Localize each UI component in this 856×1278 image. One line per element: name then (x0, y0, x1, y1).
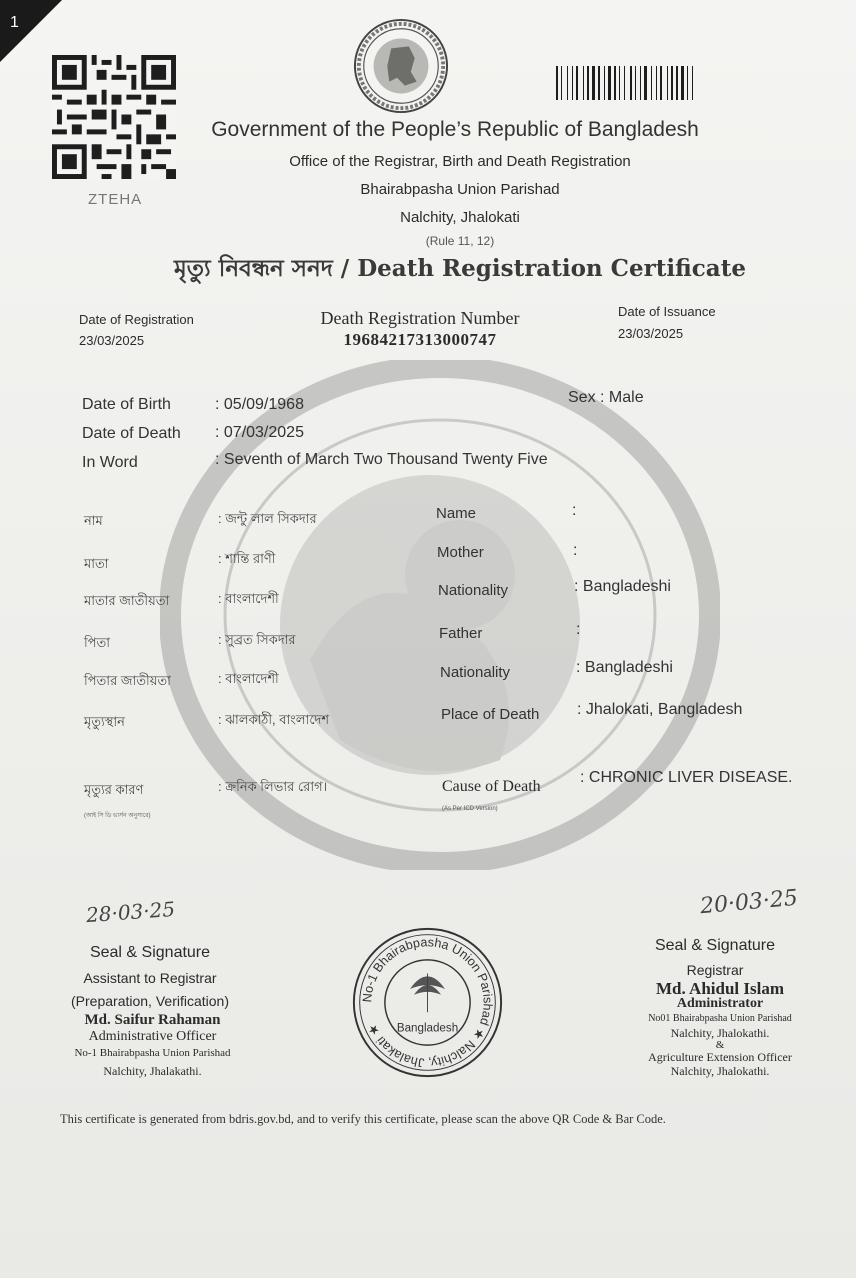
right-stamp-extra-title: Agriculture Extension Officer (648, 1050, 792, 1064)
barcode-bar (667, 66, 668, 100)
barcode-bar (687, 66, 688, 100)
right-stamp-office: No01 Bhairabpasha Union Parishad (648, 1013, 792, 1024)
barcode-bar (640, 66, 641, 100)
mother-bn-label: মাতা (84, 556, 109, 571)
certificate-title: মৃত্যু নিবন্ধন সনদ / Death Registration Certificate (174, 255, 746, 282)
left-role: Assistant to Registrar (83, 970, 217, 986)
right-role: Registrar (686, 962, 744, 978)
name-bn-label: নাম (84, 513, 103, 528)
government-emblem-icon (352, 17, 450, 115)
page-number: 1 (10, 14, 19, 31)
barcode-bar (635, 66, 636, 100)
place-of-death-bn-label: মৃত্যুস্থান (84, 714, 125, 729)
registration-number-label: Death Registration Number (320, 308, 520, 328)
cause-of-death-bn-value: : ক্রনিক লিভার রোগ। (218, 779, 328, 794)
right-signature-handwriting: 20·03·25 (699, 885, 799, 920)
barcode (556, 66, 766, 100)
barcode-bar (604, 66, 605, 100)
mother-en-value: : (573, 542, 578, 559)
seal-center-text: Bangladesh (396, 1021, 459, 1035)
name-bn-value: : জন্টু লাল সিকদার (218, 511, 317, 526)
registration-number-value: 19684217313000747 (343, 330, 497, 349)
verification-footer: This certificate is generated from bdris.gov.bd, and to verify this certificate, please scan the above QR Code & Bar Code. (60, 1112, 666, 1126)
right-stamp-amp: & (715, 1039, 725, 1051)
seal-ring-text: No-1 Bhairabpasha Union Parishad ★ Nalchity, Jhalakati ★ (360, 935, 495, 1070)
union-name: Bhairabpasha Union Parishad (360, 181, 560, 198)
barcode-bar (681, 66, 684, 100)
right-stamp-title: Administrator (676, 996, 764, 1011)
barcode-bar (614, 66, 616, 100)
barcode-bar (587, 66, 589, 100)
barcode-bar (656, 66, 657, 100)
barcode-bar (556, 66, 558, 100)
cause-of-death-en-label: Cause of Death (442, 778, 541, 795)
cause-of-death-en-note: (As Per ICD Version) (442, 806, 498, 812)
office-name: Office of the Registrar, Birth and Death Registration (289, 153, 631, 170)
left-seal-signature-label: Seal & Signature (89, 944, 211, 961)
cause-of-death-bn-label: মৃত্যুর কারণ (84, 782, 144, 797)
left-signature-handwriting: 28·03·25 (85, 896, 176, 928)
barcode-bar (567, 66, 568, 100)
barcode-bar (676, 66, 678, 100)
right-stamp-name: Md. Ahidul Islam (655, 979, 784, 998)
barcode-bar (651, 66, 652, 100)
barcode-bar (592, 66, 595, 100)
father-en-label: Father (439, 625, 483, 642)
mother-nationality-bn-label: মাতার জাতীয়তা (84, 593, 170, 608)
in-word-value: : Seventh of March Two Thousand Twenty Five (215, 451, 548, 468)
right-seal-signature-label: Seal & Signature (654, 937, 776, 954)
father-bn-value: : সুব্রত সিকদার (218, 632, 296, 647)
mother-nationality-en-label: Nationality (438, 582, 509, 599)
father-en-value: : (576, 621, 581, 638)
barcode-bar (583, 66, 584, 100)
barcode-bar (644, 66, 647, 100)
mother-nationality-bn-value: : বাংলাদেশী (218, 591, 279, 606)
barcode-bar (576, 66, 578, 100)
dod-label: Date of Death (82, 425, 181, 442)
in-word-label: In Word (82, 454, 138, 471)
name-en-label: Name (436, 505, 477, 522)
father-nationality-en-label: Nationality (440, 664, 511, 681)
sex-value: Sex : Male (568, 389, 644, 406)
date-of-registration-label: Date of Registration (79, 312, 194, 327)
left-duty: (Preparation, Verification) (71, 993, 229, 1009)
father-bn-label: পিতা (84, 635, 111, 650)
barcode-bar (671, 66, 673, 100)
left-stamp-title: Administrative Officer (88, 1029, 217, 1044)
dod-value: : 07/03/2025 (215, 424, 304, 441)
dob-value: : 05/09/1968 (215, 396, 304, 413)
date-of-issuance-value: 23/03/2025 (618, 326, 684, 341)
dob-label: Date of Birth (82, 396, 171, 413)
mother-nationality-en-value: : Bangladeshi (574, 578, 671, 595)
barcode-bar (561, 66, 562, 100)
barcode-bar (692, 66, 693, 100)
barcode-bar (630, 66, 632, 100)
government-title: Government of the People’s Republic of Bangladesh (211, 118, 699, 141)
barcode-bar (572, 66, 573, 100)
cause-of-death-en-value: : CHRONIC LIVER DISEASE. (580, 769, 793, 786)
right-stamp-location: Nalchity, Jhalokathi. (670, 1026, 770, 1040)
father-nationality-en-value: : Bangladeshi (576, 659, 673, 676)
date-of-issuance-label: Date of Issuance (618, 304, 716, 319)
mother-bn-value: : শান্তি রাণী (218, 551, 276, 566)
place-of-death-bn-value: : ঝালকাঠী, বাংলাদেশ (218, 712, 330, 727)
barcode-bar (619, 66, 620, 100)
place-of-death-en-label: Place of Death (441, 706, 540, 723)
left-stamp-location: Nalchity, Jhalakathi. (103, 1064, 202, 1078)
name-en-value: : (572, 502, 577, 519)
barcode-bar (598, 66, 600, 100)
barcode-bar (660, 66, 662, 100)
left-stamp-name: Md. Saifur Rahaman (84, 1012, 221, 1028)
place-of-death-en-value: : Jhalokati, Bangladesh (577, 701, 743, 718)
rule-reference: (Rule 11, 12) (425, 234, 495, 248)
cause-of-death-bn-note: (আই সি ডি ভার্সন অনুসারে) (84, 813, 151, 819)
left-stamp-office: No-1 Bhairabpasha Union Parishad (74, 1047, 231, 1059)
father-nationality-bn-value: : বাংলাদেশী (218, 671, 279, 686)
right-stamp-extra-location: Nalchity, Jhalokathi. (670, 1064, 770, 1078)
barcode-bar (608, 66, 611, 100)
father-nationality-bn-label: পিতার জাতীয়তা (84, 673, 171, 688)
qr-code-label: ZTEHA (88, 191, 143, 208)
office-location: Nalchity, Jhalokati (400, 209, 520, 226)
union-parishad-seal (350, 925, 505, 1080)
date-of-registration-value: 23/03/2025 (79, 333, 145, 348)
barcode-bar (624, 66, 625, 100)
mother-en-label: Mother (437, 544, 484, 561)
